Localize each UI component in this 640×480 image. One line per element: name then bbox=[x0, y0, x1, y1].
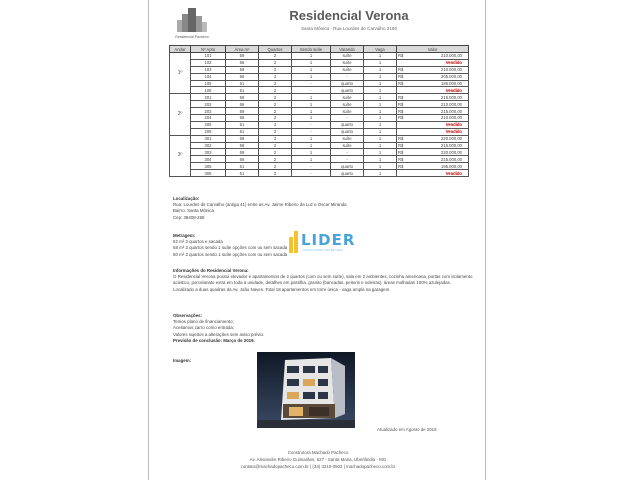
cell-valor: 220.000,00 bbox=[409, 135, 469, 142]
cell-vaga: 1 bbox=[364, 115, 397, 122]
table-row bbox=[170, 128, 469, 135]
cell-quartos: 2 bbox=[259, 66, 292, 73]
cell-vaga: 1 bbox=[364, 121, 397, 128]
cell-area: 59 bbox=[226, 108, 259, 115]
cell-suite: 1 bbox=[292, 66, 331, 73]
cell-valor-vendido: Vendido bbox=[409, 128, 469, 135]
building-illustration bbox=[257, 352, 355, 428]
watermark-tag: CONSULTORIA IMOBILIÁRIA bbox=[303, 248, 344, 252]
cell-valor: 220.000,00 bbox=[409, 149, 469, 156]
cell-quartos: 2 bbox=[259, 73, 292, 80]
cell-vaga: 1 bbox=[364, 66, 397, 73]
cell-apto: 302 bbox=[191, 142, 226, 149]
cell-vaga: 1 bbox=[364, 87, 397, 94]
building-render-image bbox=[257, 352, 355, 428]
cell-quartos: 2 bbox=[259, 80, 292, 87]
metragem-heading: Metragem: bbox=[173, 233, 196, 238]
cell-vaga: 1 bbox=[364, 53, 397, 60]
informacoes-heading: Informações do Residencial Verona: bbox=[173, 268, 249, 273]
previsao-text: Previsão de conclusão: Março de 2019. bbox=[173, 337, 255, 343]
metragem-line: 60 m² 2 quartos sendo 1 suíte opções com ou sem sacada bbox=[173, 251, 288, 257]
metragem-line: 52 m² 2 quartos e sacada bbox=[173, 239, 223, 245]
cell-varanda: quarto bbox=[331, 80, 364, 87]
cell-currency: R$ bbox=[397, 94, 410, 101]
localizacao-line: Rua: Lourdes de Carvalho (antiga 41) entre as Av. Jaime Ribeiro da Luz e Oscar Miranda bbox=[173, 202, 347, 208]
cell-valor: 205.000,00 bbox=[409, 73, 469, 80]
cell-area: 59 bbox=[226, 66, 259, 73]
table-row bbox=[170, 149, 469, 156]
col-andar: Andar bbox=[170, 46, 191, 53]
cell-apto: 303 bbox=[191, 149, 226, 156]
cell-apto: 106 bbox=[191, 87, 226, 94]
col-vaga: Vaga bbox=[364, 46, 397, 53]
cell-valor-vendido: Vendido bbox=[409, 121, 469, 128]
cell-varanda: quarto bbox=[331, 163, 364, 170]
localizacao-section bbox=[173, 196, 473, 221]
cell-varanda: suíte bbox=[331, 101, 364, 108]
cell-currency: R$ bbox=[397, 156, 410, 163]
cell-vaga: 1 bbox=[364, 108, 397, 115]
cell-suite: 1 bbox=[292, 149, 331, 156]
table-row bbox=[170, 142, 469, 149]
table-row bbox=[170, 94, 469, 101]
cell-area: 59 bbox=[226, 135, 259, 142]
table-row bbox=[170, 156, 469, 163]
cell-suite: 1 bbox=[292, 156, 331, 163]
cell-valor-vendido: Vendido bbox=[409, 170, 469, 177]
cell-suite: 1 bbox=[292, 94, 331, 101]
col-quartos: Quartos bbox=[259, 46, 292, 53]
cell-varanda: quarto bbox=[331, 121, 364, 128]
cell-apto: 304 bbox=[191, 156, 226, 163]
table-row bbox=[170, 163, 469, 170]
page-title: Residencial Verona bbox=[289, 8, 409, 23]
cell-quartos: 2 bbox=[259, 142, 292, 149]
cell-currency: R$ bbox=[397, 66, 410, 73]
cell-quartos: 2 bbox=[259, 59, 292, 66]
footer-address: Av. Alexandre Ribeiro Guimarães, 627 - Santa Maria, Uberlândia - MG bbox=[249, 457, 387, 462]
observacoes-heading: Observações: bbox=[173, 313, 203, 318]
cell-valor: 195.000,00 bbox=[409, 163, 469, 170]
cell-quartos: 2 bbox=[259, 163, 292, 170]
imagem-heading: Imagem: bbox=[173, 358, 192, 363]
observacoes-line: Temos plano de financiamento; bbox=[173, 319, 234, 325]
cell-varanda: suíte bbox=[331, 135, 364, 142]
cell-currency: R$ bbox=[397, 163, 410, 170]
cell-vaga: 1 bbox=[364, 142, 397, 149]
cell-valor: 215.000,00 bbox=[409, 156, 469, 163]
informacoes-text: O Residencial Verona possui elevador e apartamentos de 2 quartos (com ou sem suíte), sala em 2 ambientes, cozinha americana, portas com isolamento acústico, porcelanato extra em toda a unidade, detalhes em pastilha, granito (bancadas, peitoris e soleiras), áreas molhadas 100% azulejadas. Localizado a duas quadras da Av. João Naves. Total 18 apartamentos em torre única - vaga ampla na garagem. bbox=[173, 274, 473, 292]
footer-contact: contato@machadopacheco.com.br | (34) 3210-0502 | machadopacheco.com.br bbox=[240, 464, 396, 469]
cell-currency bbox=[397, 170, 410, 177]
cell-quartos: 2 bbox=[259, 101, 292, 108]
cell-varanda: - bbox=[331, 156, 364, 163]
table-row bbox=[170, 87, 469, 94]
cell-suite: - bbox=[292, 170, 331, 177]
table-row bbox=[170, 135, 469, 142]
observacoes-line: Aceitamos carro como entrada; bbox=[173, 325, 235, 331]
cell-suite: 1 bbox=[292, 142, 331, 149]
cell-currency bbox=[397, 121, 410, 128]
floor-cell: 3º bbox=[170, 135, 191, 176]
col-suite: Sendo suíte bbox=[292, 46, 331, 53]
cell-vaga: 1 bbox=[364, 170, 397, 177]
table-row bbox=[170, 66, 469, 73]
page-subtitle: Santa Mônica - Rua Lourdes de Carvalho 2160 bbox=[300, 26, 398, 31]
cell-quartos: 2 bbox=[259, 108, 292, 115]
table-row bbox=[170, 170, 469, 177]
observacoes-section bbox=[173, 313, 473, 344]
cell-suite: 1 bbox=[292, 101, 331, 108]
cell-vaga: 1 bbox=[364, 94, 397, 101]
cell-apto: 202 bbox=[191, 101, 226, 108]
cell-area: 51 bbox=[226, 87, 259, 94]
logo-text: Residencial Pacheco bbox=[175, 35, 209, 39]
cell-area: 59 bbox=[226, 94, 259, 101]
floor-cell: 2º bbox=[170, 94, 191, 135]
cell-varanda: - bbox=[331, 73, 364, 80]
cell-currency: R$ bbox=[397, 108, 410, 115]
cell-currency: R$ bbox=[397, 149, 410, 156]
cell-quartos: 2 bbox=[259, 135, 292, 142]
cell-apto: 205 bbox=[191, 121, 226, 128]
cell-area: 56 bbox=[226, 142, 259, 149]
cell-currency: R$ bbox=[397, 115, 410, 122]
cell-vaga: 1 bbox=[364, 73, 397, 80]
cell-currency: R$ bbox=[397, 142, 410, 149]
localizacao-line: Cep: 38408-268 bbox=[173, 214, 205, 220]
cell-area: 51 bbox=[226, 170, 259, 177]
cell-valor-vendido: Vendido bbox=[409, 87, 469, 94]
cell-area: 56 bbox=[226, 101, 259, 108]
cell-vaga: 1 bbox=[364, 59, 397, 66]
cell-currency: R$ bbox=[397, 80, 410, 87]
informacoes-section bbox=[173, 268, 473, 293]
cell-vaga: 1 bbox=[364, 128, 397, 135]
cell-suite: - bbox=[292, 121, 331, 128]
cell-area: 51 bbox=[226, 163, 259, 170]
col-apto: Nº Apto bbox=[191, 46, 226, 53]
table-row bbox=[170, 108, 469, 115]
cell-valor: 210.000,00 bbox=[409, 66, 469, 73]
cell-apto: 203 bbox=[191, 108, 226, 115]
cell-valor-vendido: Vendido bbox=[409, 59, 469, 66]
table-header-row bbox=[170, 46, 469, 53]
lider-watermark bbox=[287, 227, 367, 255]
cell-area: 59 bbox=[226, 149, 259, 156]
cell-suite: - bbox=[292, 163, 331, 170]
table-row bbox=[170, 101, 469, 108]
cell-varanda: suíte bbox=[331, 53, 364, 60]
metragem-line: 58 m² 2 quartos sendo 1 suíte opções com ou sem sacada bbox=[173, 245, 288, 251]
table-row bbox=[170, 80, 469, 87]
cell-apto: 103 bbox=[191, 66, 226, 73]
watermark-bar bbox=[289, 237, 293, 253]
cell-valor: 215.000,00 bbox=[409, 142, 469, 149]
table-row bbox=[170, 73, 469, 80]
updated-date: Atualizado em Agosto de 2018 bbox=[377, 427, 437, 432]
cell-apto: 204 bbox=[191, 115, 226, 122]
cell-apto: 102 bbox=[191, 59, 226, 66]
cell-suite: - bbox=[292, 87, 331, 94]
cell-apto: 206 bbox=[191, 128, 226, 135]
cell-area: 59 bbox=[226, 53, 259, 60]
cell-quartos: 2 bbox=[259, 156, 292, 163]
cell-apto: 306 bbox=[191, 170, 226, 177]
col-valor: Valor bbox=[397, 46, 469, 53]
cell-area: 51 bbox=[226, 121, 259, 128]
cell-apto: 201 bbox=[191, 94, 226, 101]
cell-varanda: quarto bbox=[331, 128, 364, 135]
cell-valor: 210.000,00 bbox=[409, 53, 469, 60]
cell-apto: 305 bbox=[191, 163, 226, 170]
cell-apto: 105 bbox=[191, 80, 226, 87]
cell-area: 56 bbox=[226, 156, 259, 163]
cell-vaga: 1 bbox=[364, 101, 397, 108]
col-area: Área m² bbox=[226, 46, 259, 53]
cell-suite: 1 bbox=[292, 59, 331, 66]
cell-varanda: suíte bbox=[331, 108, 364, 115]
watermark-bar bbox=[294, 231, 298, 253]
building-logo-icon bbox=[171, 6, 213, 40]
cell-currency: R$ bbox=[397, 73, 410, 80]
cell-area: 51 bbox=[226, 80, 259, 87]
cell-varanda: quarto bbox=[331, 87, 364, 94]
cell-quartos: 2 bbox=[259, 53, 292, 60]
footer bbox=[173, 449, 463, 470]
cell-quartos: 2 bbox=[259, 149, 292, 156]
cell-quartos: 2 bbox=[259, 128, 292, 135]
cell-varanda: quarto bbox=[331, 170, 364, 177]
cell-vaga: 1 bbox=[364, 80, 397, 87]
cell-varanda: suíte bbox=[331, 59, 364, 66]
localizacao-heading: Localização: bbox=[173, 196, 200, 201]
cell-vaga: 1 bbox=[364, 149, 397, 156]
cell-quartos: 2 bbox=[259, 94, 292, 101]
cell-currency bbox=[397, 87, 410, 94]
cell-currency: R$ bbox=[397, 101, 410, 108]
cell-quartos: 2 bbox=[259, 115, 292, 122]
cell-valor: 215.000,00 bbox=[409, 94, 469, 101]
cell-vaga: 1 bbox=[364, 135, 397, 142]
cell-vaga: 1 bbox=[364, 156, 397, 163]
table-row bbox=[170, 115, 469, 122]
floor-cell: 1º bbox=[170, 53, 191, 94]
footer-company: Construtora Machado Pacheco bbox=[287, 450, 349, 455]
units-table bbox=[169, 45, 469, 177]
cell-quartos: 2 bbox=[259, 170, 292, 177]
cell-currency: R$ bbox=[397, 135, 410, 142]
cell-quartos: 2 bbox=[259, 87, 292, 94]
cell-suite: 1 bbox=[292, 115, 331, 122]
cell-suite: - bbox=[292, 80, 331, 87]
cell-varanda: suíte bbox=[331, 66, 364, 73]
cell-area: 51 bbox=[226, 128, 259, 135]
watermark-word: LIDER bbox=[301, 231, 356, 249]
cell-area: 56 bbox=[226, 73, 259, 80]
cell-suite: 1 bbox=[292, 135, 331, 142]
cell-currency bbox=[397, 59, 410, 66]
cell-valor: 185.000,00 bbox=[409, 80, 469, 87]
cell-apto: 101 bbox=[191, 53, 226, 60]
cell-valor: 210.000,00 bbox=[409, 115, 469, 122]
cell-currency: R$ bbox=[397, 53, 410, 60]
cell-valor: 215.000,00 bbox=[409, 108, 469, 115]
cell-currency bbox=[397, 128, 410, 135]
cell-valor: 210.000,00 bbox=[409, 101, 469, 108]
table-row bbox=[170, 53, 469, 60]
cell-area: 56 bbox=[226, 59, 259, 66]
cell-suite: 1 bbox=[292, 53, 331, 60]
table-row bbox=[170, 121, 469, 128]
localizacao-line: Bairro: Santa Mônica bbox=[173, 208, 214, 214]
cell-varanda: suíte bbox=[331, 142, 364, 149]
col-varanda: Varanda bbox=[331, 46, 364, 53]
cell-apto: 301 bbox=[191, 135, 226, 142]
cell-suite: - bbox=[292, 128, 331, 135]
table-row bbox=[170, 59, 469, 66]
observacoes-line: Valores sujeitos a alterações sem aviso prévio. bbox=[173, 331, 265, 337]
cell-varanda: - bbox=[331, 149, 364, 156]
cell-vaga: 1 bbox=[364, 163, 397, 170]
cell-suite: 1 bbox=[292, 73, 331, 80]
cell-suite: 1 bbox=[292, 108, 331, 115]
document-page bbox=[148, 0, 486, 480]
cell-quartos: 2 bbox=[259, 121, 292, 128]
cell-area: 56 bbox=[226, 115, 259, 122]
cell-apto: 104 bbox=[191, 73, 226, 80]
cell-varanda: suíte bbox=[331, 94, 364, 101]
cell-varanda: - bbox=[331, 115, 364, 122]
